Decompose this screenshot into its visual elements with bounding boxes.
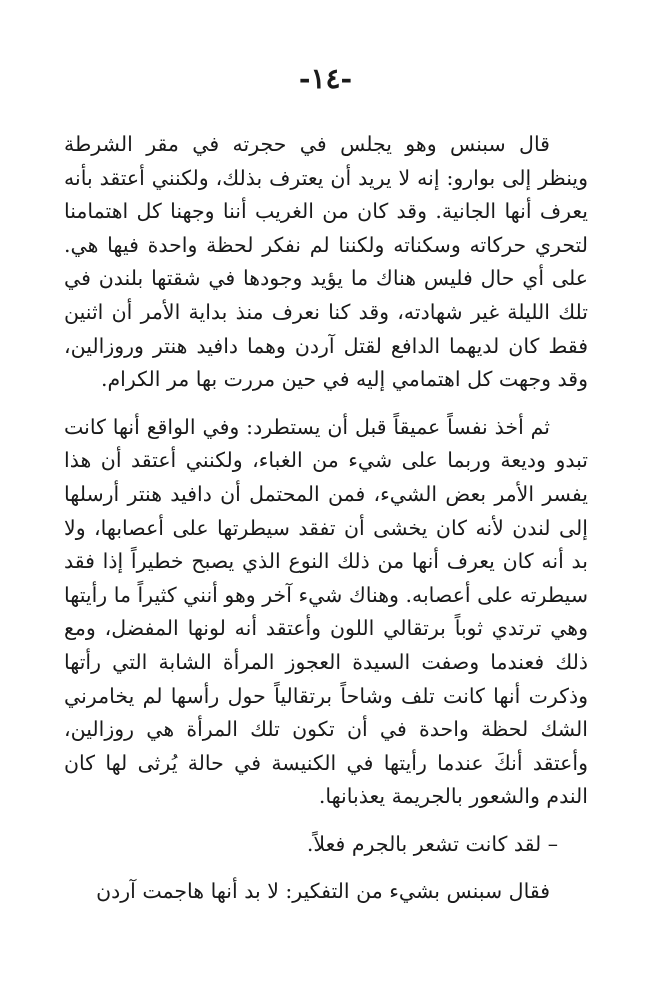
paragraph-spence-speech: قال سبنس وهو يجلس في حجرته في مقر الشرطة وينظر إلى بوارو: إنه لا يريد أن يعترف بذلك، ولكنني أعتقد بأنه يعرف أنها الجانية. وقد كان من الغريب أننا وجهنا كل اهتمامنا لتحري حركاته وسكناته ولكننا لم نفكر لحظة واحدة فيها هي. على أي حال فليس هناك ما يؤيد وجودها في شقتها بلندن في تلك الليلة غير شهادته، وقد كنا نعرف منذ بداية الأمر أن اثنين فقط كان لديهما الدافع لقتل آردن وهما دافيد هنتر وروزالين، وقد وجهت كل اهتمامي إليه في حين مررت بها مر الكرام. bbox=[64, 132, 588, 392]
page-body bbox=[64, 128, 588, 909]
paragraph-spence-continues: ثم أخذ نفساً عميقاً قبل أن يستطرد: وفي الواقع أنها كانت تبدو وديعة وربما على شيء من الغباء، ولكنني أعتقد أن هذا يفسر الأمر بعض الشيء، فمن المحتمل أن دافيد هنتر أرسلها إلى لندن لأنه كان يخشى أن تفقد سيطرتها على أعصابها، ولا بد أنه كان يعرف أنها من ذلك النوع الذي يصبح خطيراً إذا فقد سيطرته على أعصابه. وهناك شيء آخر وهو أنني كثيراً ما رأيتها وهي ترتدي ثوباً برتقالي اللون وأعتقد أنه لونها المفضل، ومع ذلك فعندما وصفت السيدة العجوز المرأة الشابة التي رأتها وذكرت أنها كانت تلف وشاحاً برتقالياً حول رأسها لم يخامرني الشك لحظة واحدة في أن تكون تلك المرأة هي روزالين، وأعتقد أنكَ عندما رأيتها في الكنيسة في حالة يُرثى لها كان الندم والشعور بالجريمة يعذبانها. bbox=[64, 414, 588, 809]
paragraph-dialogue-reply: – لقد كانت تشعر بالجرم فعلاً. bbox=[306, 831, 558, 856]
page-number: -١٤- bbox=[298, 62, 353, 95]
paragraph-spence-thinking: فقال سبنس بشيء من التفكير: لا بد أنها هاجمت آردن bbox=[96, 879, 550, 904]
